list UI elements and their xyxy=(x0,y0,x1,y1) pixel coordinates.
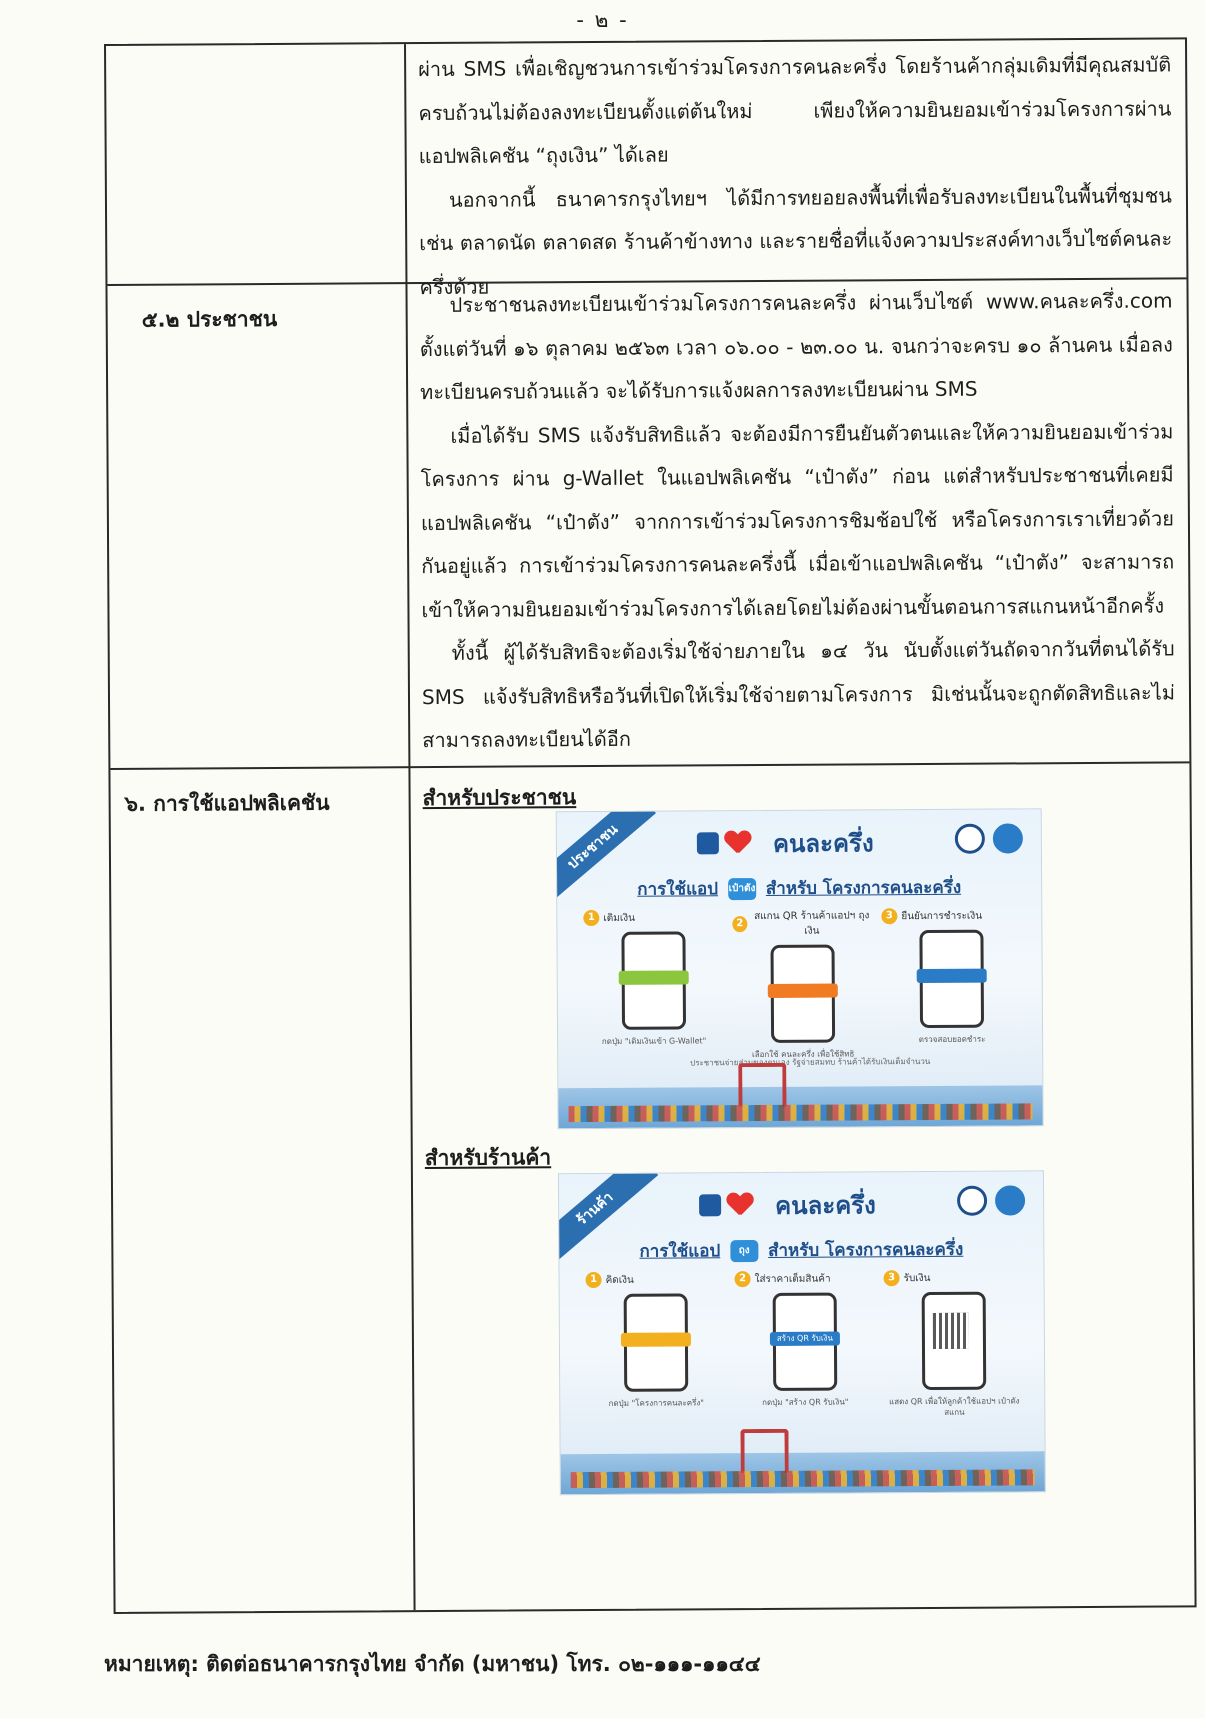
paragraph: นอกจากนี้ ธนาคารกรุงไทยฯ ได้มีการทยอยลงพื้นที่เพื่อรับลงทะเบียนในพื้นที่ชุมชน เช่น ตลาดนัด ตลาดสด ร้านค้าข้างทาง และรายชื่อที่แจ้งความประสงค์ทางเว็บไซต์คนละครึ่งด้วย xyxy=(419,182,1173,299)
puzzle-icon xyxy=(699,1194,721,1216)
section-continuation xyxy=(418,43,1173,309)
section-52-label: ๕.๒ ประชาชน xyxy=(141,306,278,332)
poster-step xyxy=(884,1269,1025,1418)
step-label: เติมเงิน xyxy=(603,912,636,924)
section-52-body xyxy=(419,279,1175,762)
poster-ribbon: ร้านค้า xyxy=(558,1170,658,1265)
step-number: 3 xyxy=(881,908,897,924)
paragraph: ผ่าน SMS เพื่อเชิญชวนการเข้าร่วมโครงการคนละครึ่ง โดยร้านค้ากลุ่มเดิมที่มีคุณสมบัติครบถ้วนไม่ต้องลงทะเบียนตั้งแต่ต้นใหม่ เพียงให้ความยินยอมเข้าร่วมโครงการผ่านแอปพลิเคชัน “ถุงเงิน” ได้เลย xyxy=(418,52,1172,169)
poster-steps xyxy=(586,1269,1025,1420)
step-number: 1 xyxy=(583,910,599,926)
step-caption: กดปุ่ม "สร้าง QR รับเงิน" xyxy=(762,1397,849,1408)
poster-step xyxy=(583,909,724,1061)
poster-logo-text: คนละครึ่ง xyxy=(772,828,874,858)
poster-logo-text: คนละครึ่ง xyxy=(775,1190,876,1220)
seal-icon xyxy=(955,824,985,854)
section-6-label: ๖. การใช้แอปพลิเคชัน xyxy=(124,790,330,816)
step-caption: เลือกใช้ คนละครึ่ง เพื่อใช้สิทธิ xyxy=(751,1049,855,1060)
citizen-heading: สำหรับประชาชน xyxy=(422,785,577,811)
bank-logo-icon xyxy=(993,823,1023,853)
step-number: 2 xyxy=(735,1271,751,1287)
step-label: ยืนยันการชำระเงิน xyxy=(901,910,983,922)
column-divider xyxy=(404,44,416,1610)
phone-icon xyxy=(624,1293,689,1391)
seal-icon xyxy=(957,1186,987,1216)
poster-step xyxy=(586,1271,727,1420)
poster-note: ประชาชนจ่ายส่วนของตนเอง รัฐจ่ายสมทบ ร้านค้าได้รับเงินเต็มจำนวน xyxy=(690,1056,931,1068)
phone-icon xyxy=(773,1293,838,1391)
row-divider xyxy=(110,761,1189,770)
step-number: 2 xyxy=(732,916,747,932)
paragraph: เมื่อได้รับ SMS แจ้งรับสิทธิแล้ว จะต้องมีการยืนยันตัวตนและให้ความยินยอมเข้าร่วมโครงการ ผ่าน g-Wallet ในแอปพลิเคชัน “เป๋าตัง” ก่อน แต่สำหรับประชาชนที่เคยมีแอปพลิเคชัน “เป๋าตัง” จากการเข้าร่วมโครงการชิมช้อปใช้ หรือโครงการเราเที่ยวด้วยกันอยู่แล้ว การเข้าร่วมโครงการคนละครึ่งนี้ เมื่อเข้าแอปพลิเคชัน “เป๋าตัง” จะสามารถเข้าให้ความยินยอมเข้าร่วมโครงการได้เลยโดยไม่ต้องผ่านขั้นตอนการสแกนหน้าอีกครั้ง xyxy=(420,418,1175,622)
app-icon: เป๋าตัง xyxy=(728,878,756,900)
paragraph: ประชาชนลงทะเบียนเข้าร่วมโครงการคนละครึ่ง ผ่านเว็บไซต์ www.คนละครึ่ง.com ตั้งแต่วันที่ ๑๖ ตุลาคม ๒๕๖๓ เวลา ๐๖.๐๐ - ๒๓.๐๐ น. จนกว่าจะครบ ๑๐ ล้านคน เมื่อลงทะเบียนครบถ้วนแล้ว จะได้รับการแจ้งผลการลงทะเบียนผ่าน SMS xyxy=(419,288,1173,405)
app-icon: ถุง xyxy=(730,1240,758,1262)
heart-icon xyxy=(727,1193,753,1217)
phone-icon xyxy=(922,1292,987,1390)
poster-heading-prefix: การใช้แอป xyxy=(639,1241,721,1262)
poster-ribbon: ประชาชน xyxy=(556,808,656,903)
phone-icon xyxy=(771,945,836,1043)
phone-icon xyxy=(919,930,984,1028)
step-number: 1 xyxy=(586,1272,602,1288)
step-caption: แสดง QR เพื่อให้ลูกค้าใช้แอปฯ เป๋าตัง สแกน xyxy=(889,1396,1020,1417)
bank-logo-icon xyxy=(995,1185,1025,1215)
city-illustration xyxy=(561,1451,1045,1494)
merchant-poster xyxy=(558,1170,1046,1495)
step-label: ใส่ราคาเต็มสินค้า xyxy=(754,1273,831,1285)
city-illustration xyxy=(558,1085,1042,1128)
step-caption: กดปุ่ม "โครงการคนละครึ่ง" xyxy=(608,1398,705,1408)
puzzle-icon xyxy=(697,832,719,854)
poster-logo xyxy=(699,1184,876,1225)
phone-icon xyxy=(621,931,686,1029)
poster-heading xyxy=(559,1235,1043,1265)
page-number: - ๒ - xyxy=(576,8,629,32)
poster-step xyxy=(732,908,873,1060)
heart-icon xyxy=(725,831,751,855)
poster-heading-prefix: การใช้แอป xyxy=(637,879,719,900)
poster-step xyxy=(881,907,1022,1059)
footnote: หมายเหตุ: ติดต่อธนาคารกรุงไทย จำกัด (มหาชน) โทร. ๐๒-๑๑๑-๑๑๔๔ xyxy=(104,1652,761,1676)
poster-logo xyxy=(697,822,874,863)
poster-step xyxy=(735,1270,876,1419)
content-table xyxy=(104,37,1197,1614)
merchant-heading: สำหรับร้านค้า xyxy=(424,1145,552,1171)
citizen-poster xyxy=(556,808,1044,1129)
step-caption: กดปุ่ม "เติมเงินเข้า G-Wallet" xyxy=(601,1036,707,1046)
step-number: 3 xyxy=(884,1270,900,1286)
poster-heading-suffix: สำหรับ โครงการคนละครึ่ง xyxy=(768,1239,964,1261)
poster-heading-suffix: สำหรับ โครงการคนละครึ่ง xyxy=(765,877,962,899)
step-label: สแกน QR ร้านค้าแอปฯ ถุงเงิน xyxy=(754,910,870,937)
step-label: คิดเงิน xyxy=(605,1274,634,1286)
step-label: รับเงิน xyxy=(903,1272,931,1284)
qr-code-icon xyxy=(933,1313,969,1349)
paragraph: ทั้งนี้ ผู้ได้รับสิทธิจะต้องเริ่มใช้จ่ายภายใน ๑๔ วัน นับตั้งแต่วันถัดจากวันที่ตนได้รับ SMS แจ้งรับสิทธิหรือวันที่เปิดให้เริ่มใช้จ่ายตามโครงการ มิเช่นนั้นจะถูกตัดสิทธิและไม่สามารถลงทะเบียนได้อีก xyxy=(421,636,1176,753)
step-caption: ตรวจสอบยอดชำระ xyxy=(918,1034,986,1045)
poster-heading xyxy=(557,873,1041,903)
poster-steps xyxy=(583,907,1022,1061)
qr-button-label: สร้าง QR รับเงิน xyxy=(770,1332,840,1346)
